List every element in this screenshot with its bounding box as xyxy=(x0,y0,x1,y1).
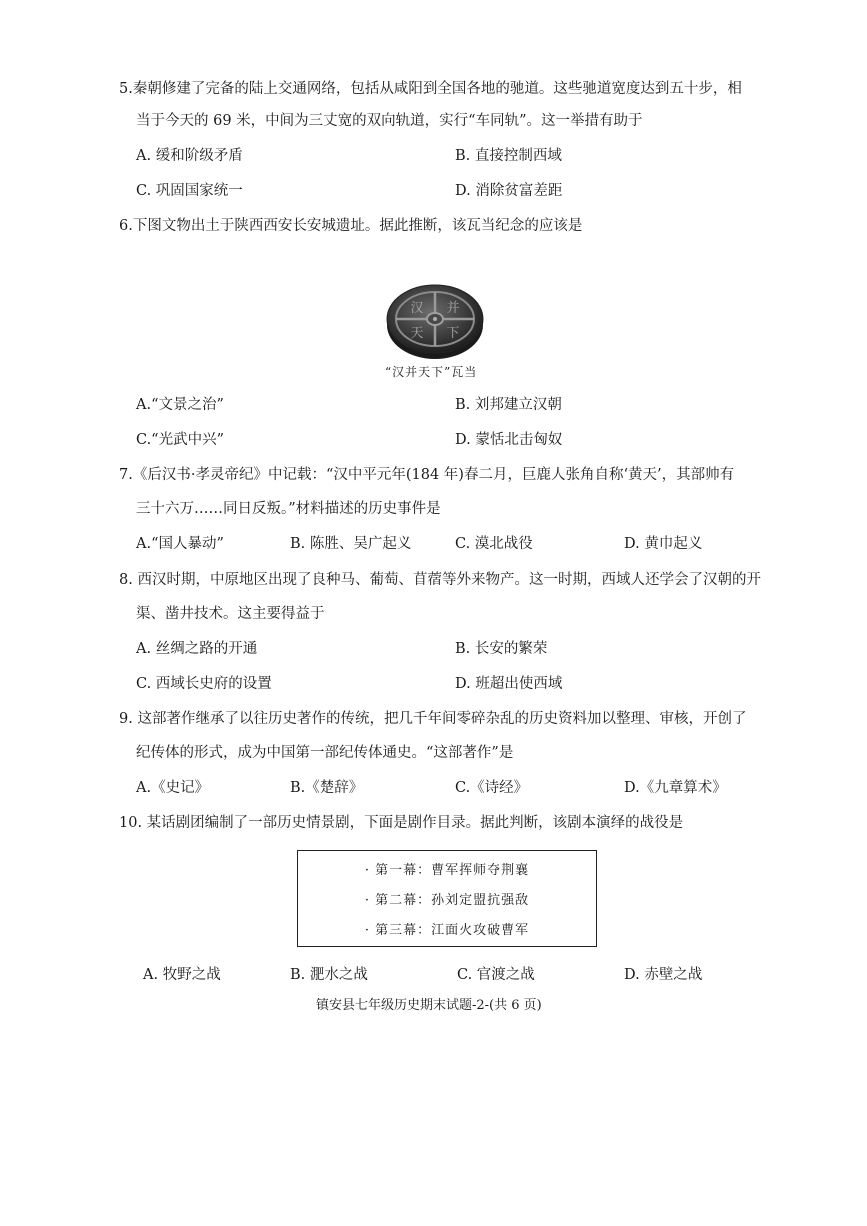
act-1: · 第一幕：曹军挥师夺荆襄 xyxy=(364,863,530,878)
q7-stem-line1: 7.《后汉书·孝灵帝纪》中记载：“汉中平元年(184 年)春二月，巨鹿人张角自称‘黄天’，其部帅有 xyxy=(119,467,735,483)
q10-option-d: D. 赤壁之战 xyxy=(624,967,703,983)
tile-char-4: 下 xyxy=(446,326,460,341)
q8-option-c: C. 西域长史府的设置 xyxy=(136,676,272,692)
page-footer: 镇安县七年级历史期末试题-2-(共 6 页) xyxy=(316,998,542,1013)
q9-option-c: C.《诗经》 xyxy=(455,780,529,796)
q6-stem: 6.下图文物出土于陕西西安长安城遗址。据此推断，该瓦当纪念的应该是 xyxy=(119,218,583,234)
q6-option-d: D. 蒙恬北击匈奴 xyxy=(455,432,563,448)
q6-option-a: A.“文景之治” xyxy=(136,397,224,413)
q5-option-a: A. 缓和阶级矛盾 xyxy=(136,148,243,164)
act-3: · 第三幕：江面火攻破曹军 xyxy=(364,923,530,938)
q10-stem: 10. 某话剧团编制了一部历史情景剧，下面是剧作目录。据此判断，该剧本演绎的战役是 xyxy=(119,815,684,831)
q9-option-b: B.《楚辞》 xyxy=(290,780,364,796)
tile-char-1: 汉 xyxy=(410,301,424,316)
q5-option-d: D. 消除贫富差距 xyxy=(455,183,563,199)
q9-option-d: D.《九章算术》 xyxy=(624,780,727,796)
q7-stem-line2: 三十六万……同日反叛。”材料描述的历史事件是 xyxy=(136,501,441,517)
q5-stem-line2: 当于今天的 69 米，中间为三丈宽的双向轨道，实行“车同轨”。这一举措有助于 xyxy=(136,113,643,129)
q8-option-d: D. 班超出使西域 xyxy=(455,676,563,692)
q5-stem-line1: 5.秦朝修建了完备的陆上交通网络，包括从咸阳到全国各地的驰道。这些驰道宽度达到五十步，相 xyxy=(119,81,742,97)
q7-option-d: D. 黄巾起义 xyxy=(624,536,703,552)
q5-option-c: C. 巩固国家统一 xyxy=(136,183,243,199)
q6-image-caption: “汉并天下”瓦当 xyxy=(385,365,478,379)
q6-option-b: B. 刘邦建立汉朝 xyxy=(455,397,562,413)
q8-option-a: A. 丝绸之路的开通 xyxy=(136,641,258,657)
eave-tile-image xyxy=(385,279,485,361)
q7-option-b: B. 陈胜、吴广起义 xyxy=(290,536,412,552)
q10-option-c: C. 官渡之战 xyxy=(457,967,535,983)
act-2: · 第二幕：孙刘定盟抗强敌 xyxy=(364,893,530,908)
q8-option-b: B. 长安的繁荣 xyxy=(455,641,548,657)
q10-option-a: A. 牧野之战 xyxy=(143,967,221,983)
q8-stem-line1: 8. 西汉时期，中原地区出现了良种马、葡萄、苜蓿等外来物产。这一时期，西域人还学会了汉朝的开 xyxy=(119,572,761,588)
q6-option-c: C.“光武中兴” xyxy=(136,432,225,448)
tile-char-2: 并 xyxy=(446,301,460,316)
q7-option-a: A.“国人暴动” xyxy=(136,536,224,552)
q7-option-c: C. 漠北战役 xyxy=(455,536,533,552)
play-acts-box xyxy=(297,850,597,947)
tile-char-3: 天 xyxy=(410,326,424,341)
q9-stem-line2: 纪传体的形式，成为中国第一部纪传体通史。“这部著作”是 xyxy=(136,745,514,761)
q8-stem-line2: 渠、凿井技术。这主要得益于 xyxy=(136,606,325,622)
q10-option-b: B. 淝水之战 xyxy=(290,967,368,983)
q9-option-a: A.《史记》 xyxy=(136,780,210,796)
q9-stem-line1: 9. 这部著作继承了以往历史著作的传统，把几千年间零碎杂乱的历史资料加以整理、审核，开创了 xyxy=(119,711,747,727)
q5-option-b: B. 直接控制西域 xyxy=(455,148,562,164)
